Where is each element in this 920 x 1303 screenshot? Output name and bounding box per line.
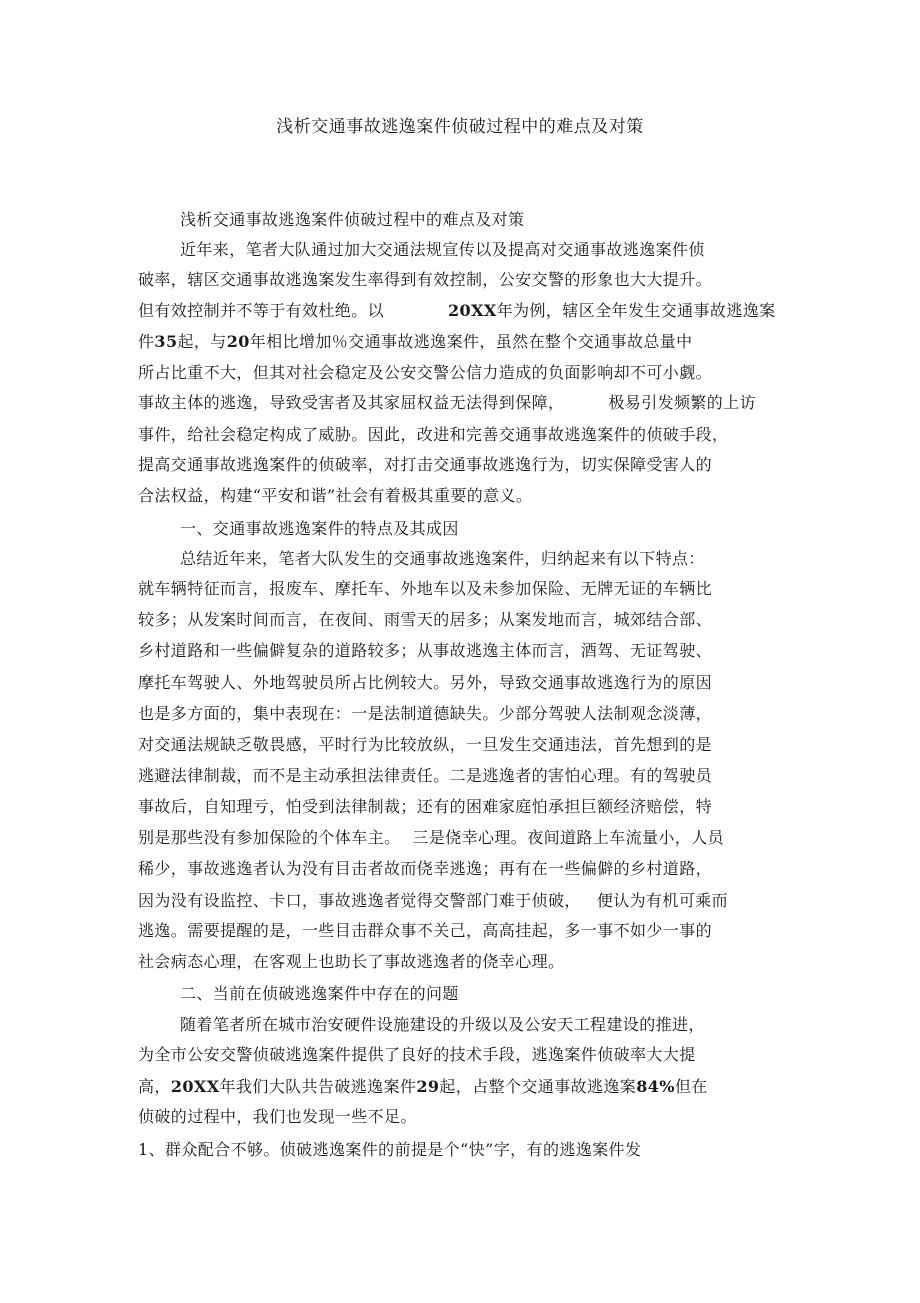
text-line bbox=[138, 890, 728, 912]
text-line: 摩托车驾驶人、外地驾驶员所占比例较大。另外，导致交通事故逃逸行为的原因 bbox=[138, 673, 713, 692]
text-line bbox=[138, 300, 776, 322]
text-line: 事件，给社会稳定构成了威胁。因此，改进和完善交通事故逃逸案件的侦破手段， bbox=[138, 425, 729, 444]
text-line: 就车辆特征而言，报废车、摩托车、外地车以及未参加保险、无牌无证的车辆比 bbox=[138, 579, 713, 598]
text-segment: 20XX bbox=[170, 1077, 220, 1096]
text-line: 1、群众配合不够。侦破逃逸案件的前提是个“快”字，有的逃逸案件发 bbox=[138, 1140, 642, 1159]
text-segment: 别是那些没有参加保险的个体车主。 bbox=[138, 828, 401, 847]
text-line: 所占比重不大，但其对社会稳定及公安交警公信力造成的负面影响却不可小觑。 bbox=[138, 363, 713, 382]
text-segment: 年为例，辖区全年发生交通事故逃逸案 bbox=[496, 301, 776, 320]
text-line bbox=[138, 392, 756, 414]
text-line bbox=[138, 1076, 708, 1098]
text-line: 为全市公安交警侦破逃逸案件提供了良好的技术手段，逃逸案件侦破率大大提 bbox=[138, 1045, 696, 1064]
text-line: 较多；从发案时间而言，在夜间、雨雪天的居多；从案发地而言，城郊结合部、 bbox=[138, 610, 713, 629]
text-line: 合法权益，构建“平安和谐”社会有着极其重要的意义。 bbox=[138, 486, 533, 505]
text-line: 逃逸。需要提醒的是，一些目击群众事不关己，高高挂起，多一事不如少一事的 bbox=[138, 921, 713, 940]
text-line: 随着笔者所在城市治安硬件设施建设的升级以及公安天工程建设的推进， bbox=[180, 1015, 705, 1034]
text-segment: 件 bbox=[138, 332, 155, 351]
text-line: 也是多方面的，集中表现在：一是法制道德缺失。少部分驾驶人法制观念淡薄， bbox=[138, 704, 713, 723]
text-segment: 但在 bbox=[674, 1077, 708, 1096]
text-segment: 20XX bbox=[448, 301, 497, 320]
text-line: 浅析交通事故逃逸案件侦破过程中的难点及对策 bbox=[180, 210, 525, 229]
text-segment: 高， bbox=[138, 1077, 171, 1096]
text-line: 提高交通事故逃逸案件的侦破率，对打击交通事故逃逸行为，切实保障受害人的 bbox=[138, 455, 713, 474]
text-line: 侦破的过程中，我们也发现一些不足。 bbox=[138, 1107, 417, 1126]
text-line bbox=[138, 331, 693, 353]
text-line bbox=[138, 827, 724, 849]
text-segment: 三是侥幸心理。夜间道路上车流量小，人员 bbox=[412, 828, 725, 847]
text-segment: 起，占整个交通事故逃逸案 bbox=[439, 1077, 637, 1096]
text-line: 稀少，事故逃逸者认为没有目击者故而侥幸逃逸；再有在一些偏僻的乡村道路， bbox=[138, 859, 713, 878]
section-heading: 一、交通事故逃逸案件的特点及其成因 bbox=[180, 519, 459, 538]
text-segment: 29 bbox=[416, 1077, 440, 1096]
text-segment: 年相比增加％交通事故逃逸案件，虽然在整个交通事故总量中 bbox=[249, 332, 693, 351]
text-segment: 84% bbox=[636, 1077, 675, 1096]
text-line: 破率，辖区交通事故逃逸案发生率得到有效控制，公安交警的形象也大大提升。 bbox=[138, 270, 713, 289]
text-line: 近年来，笔者大队通过加大交通法规宣传以及提高对交通事故逃逸案件侦 bbox=[180, 240, 705, 259]
text-segment: 因为没有设监控、卡口，事故逃逸者觉得交警部门难于侦破， bbox=[138, 891, 581, 910]
text-line: 乡村道路和一些偏僻复杂的道路较多；从事故逃逸主体而言，酒驾、无证驾驶、 bbox=[138, 641, 713, 660]
text-segment: 极易引发频繁的上访 bbox=[608, 393, 757, 412]
text-line: 事故后，自知理亏，怕受到法律制裁；还有的困难家庭怕承担巨额经济赔偿，特 bbox=[138, 797, 713, 816]
section-heading: 二、当前在侦破逃逸案件中存在的问题 bbox=[180, 984, 459, 1003]
text-segment: 年我们大队共告破逃逸案件 bbox=[219, 1077, 417, 1096]
text-segment: 35 bbox=[154, 332, 178, 351]
text-line: 社会病态心理，在客观上也助长了事故逃逸者的侥幸心理。 bbox=[138, 952, 565, 971]
text-line: 逃避法律制裁，而不是主动承担法律责任。二是逃逸者的害怕心理。有的驾驶员 bbox=[138, 766, 713, 785]
text-line: 对交通法规缺乏敬畏感，平时行为比较放纵，一旦发生交通违法，首先想到的是 bbox=[138, 735, 713, 754]
text-segment: 事故主体的逃逸，导致受害者及其家屈权益无法得到保障， bbox=[138, 393, 565, 412]
document-title: 浅析交通事故逃逸案件侦破过程中的难点及对策 bbox=[276, 117, 644, 137]
text-segment: 便认为有机可乘而 bbox=[596, 891, 729, 910]
text-segment: 但有效控制并不等于有效杜绝。以 bbox=[138, 301, 385, 320]
text-segment: 起，与 bbox=[177, 332, 227, 351]
text-line: 总结近年来，笔者大队发生的交通事故逃逸案件，归纳起来有以下特点： bbox=[180, 549, 705, 568]
text-segment: 20 bbox=[226, 332, 250, 351]
